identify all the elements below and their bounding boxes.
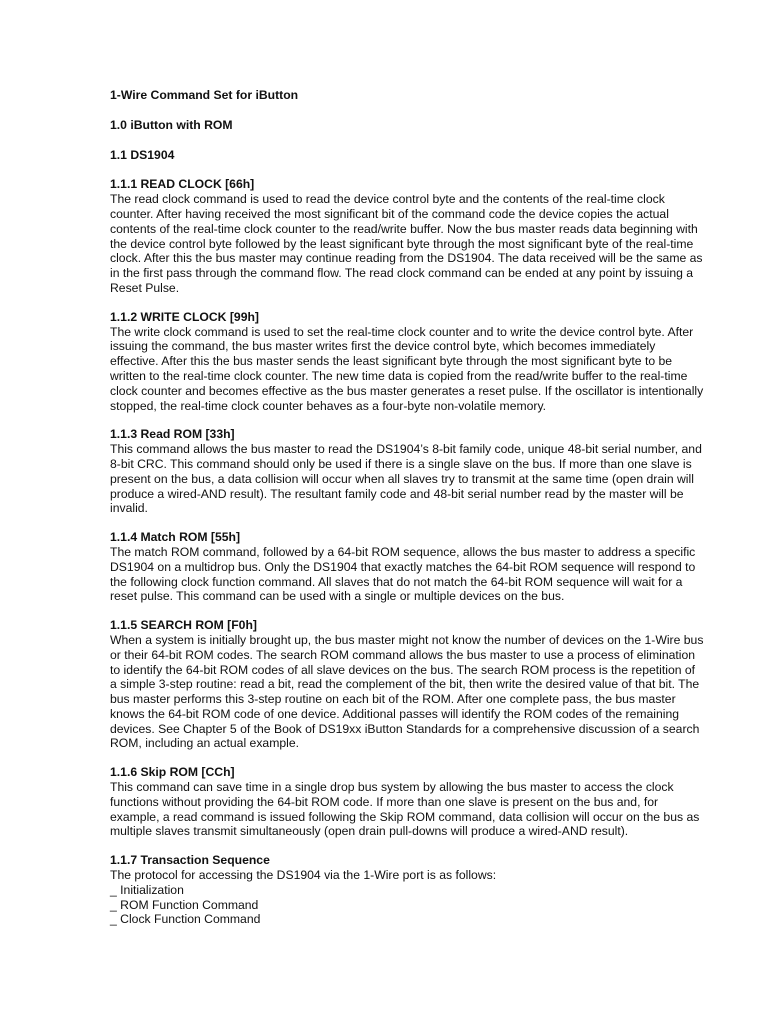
section-heading: 1.1.1 READ CLOCK [66h] [110,177,255,192]
device-heading: 1.1 DS1904 [110,147,175,162]
section-heading: 1.1.6 Skip ROM [CCh] [110,765,235,780]
section-body: The match ROM command, followed by a 64-bit ROM sequence, allows the bus master to address a specific DS1904 on a multidrop bus. Only the DS1904 that exactly matches the 64-bit ROM sequence will respond to the following clock function command. All slaves that do not match the 64-bit ROM sequence will wait for a reset pulse. This command can be used with a single or multiple devices on the bus. [110,544,696,604]
section-intro: The protocol for accessing the DS1904 via the 1-Wire port is as follows: [110,868,497,883]
document-title: 1-Wire Command Set for iButton [110,88,299,102]
section-heading: 1.1.2 WRITE CLOCK [99h] [110,309,259,324]
section-match-rom [110,530,705,604]
section-read-clock [110,177,705,295]
document-page [110,88,705,941]
section-body: When a system is initially brought up, the bus master might not know the number of devices on the 1-Wire bus or their 64-bit ROM codes. The search ROM command allows the bus master to use a process of elimination to identify the 64-bit ROM codes of all slave devices on the bus. The search ROM process is the repetition of a simple 3-step routine: read a bit, read the complement of the bit, then write the desired value of that bit. The bus master performs this 3-step routine on each bit of the ROM. After one complete pass, the bus master knows the 64-bit ROM code of one device. Additional passes will identify the ROM codes of the remaining devices. See Chapter 5 of the Book of DS19xx iButton Standards for a comprehensive discussion of a search ROM, including an actual example. [110,632,704,751]
section-write-clock [110,310,705,414]
section-heading: 1.1.4 Match ROM [55h] [110,530,241,545]
list-item: _ ROM Function Command [110,897,259,912]
section-body: The read clock command is used to read the device control byte and the contents of the real-time clock counter. After having received the most significant bit of the command code the device copies the actual contents of the real-time clock counter to the read/write buffer. Now the bus master reads data beginning with the device control byte followed by the least significant byte through the most significant byte of the real-time clock. After this the bus master may continue reading from the DS1904. The data received will be the same as in the first pass through the command flow. The read clock command can be ended at any point by issuing a Reset Pulse. [110,192,703,295]
section-search-rom [110,618,705,751]
section-skip-rom [110,765,705,839]
document-subtitle: 1.0 iButton with ROM [110,117,233,132]
section-body: The write clock command is used to set the real-time clock counter and to write the device control byte. After issuing the command, the bus master writes first the device control byte, which becomes immediately effective. After this the bus master sends the least significant byte through the most significant byte to be written to the real-time clock counter. The new time data is copied from the read/write buffer to the real-time clock counter and becomes effective as the bus master generates a reset pulse. If the oscillator is intentionally stopped, the real-time clock counter behaves as a four-byte non-volatile memory. [110,324,704,413]
section-heading: 1.1.5 SEARCH ROM [F0h] [110,618,257,633]
list-item: _ Clock Function Command [110,912,261,927]
section-heading: 1.1.7 Transaction Sequence [110,853,270,868]
section-body: This command allows the bus master to read the DS1904’s 8-bit family code, unique 48-bit serial number, and 8-bit CRC. This command should only be used if there is a single slave on the bus. If more than one slave is present on the bus, a data collision will occur when all slaves try to transmit at the same time (open drain will produce a wired-AND result). The resultant family code and 48-bit serial number read by the master will be invalid. [110,442,702,516]
section-transaction-sequence [110,853,705,927]
transaction-steps-list [110,883,705,927]
section-body: This command can save time in a single drop bus system by allowing the bus master to access the clock functions without providing the 64-bit ROM code. If more than one slave is present on the bus and, for example, a read command is issued following the Skip ROM command, data collision will occur on the bus as multiple slaves transmit simultaneously (open drain pull-downs will produce a wired-AND result). [110,780,700,839]
list-item: _ Initialization [110,882,184,897]
section-heading: 1.1.3 Read ROM [33h] [110,427,235,442]
section-read-rom [110,427,705,516]
